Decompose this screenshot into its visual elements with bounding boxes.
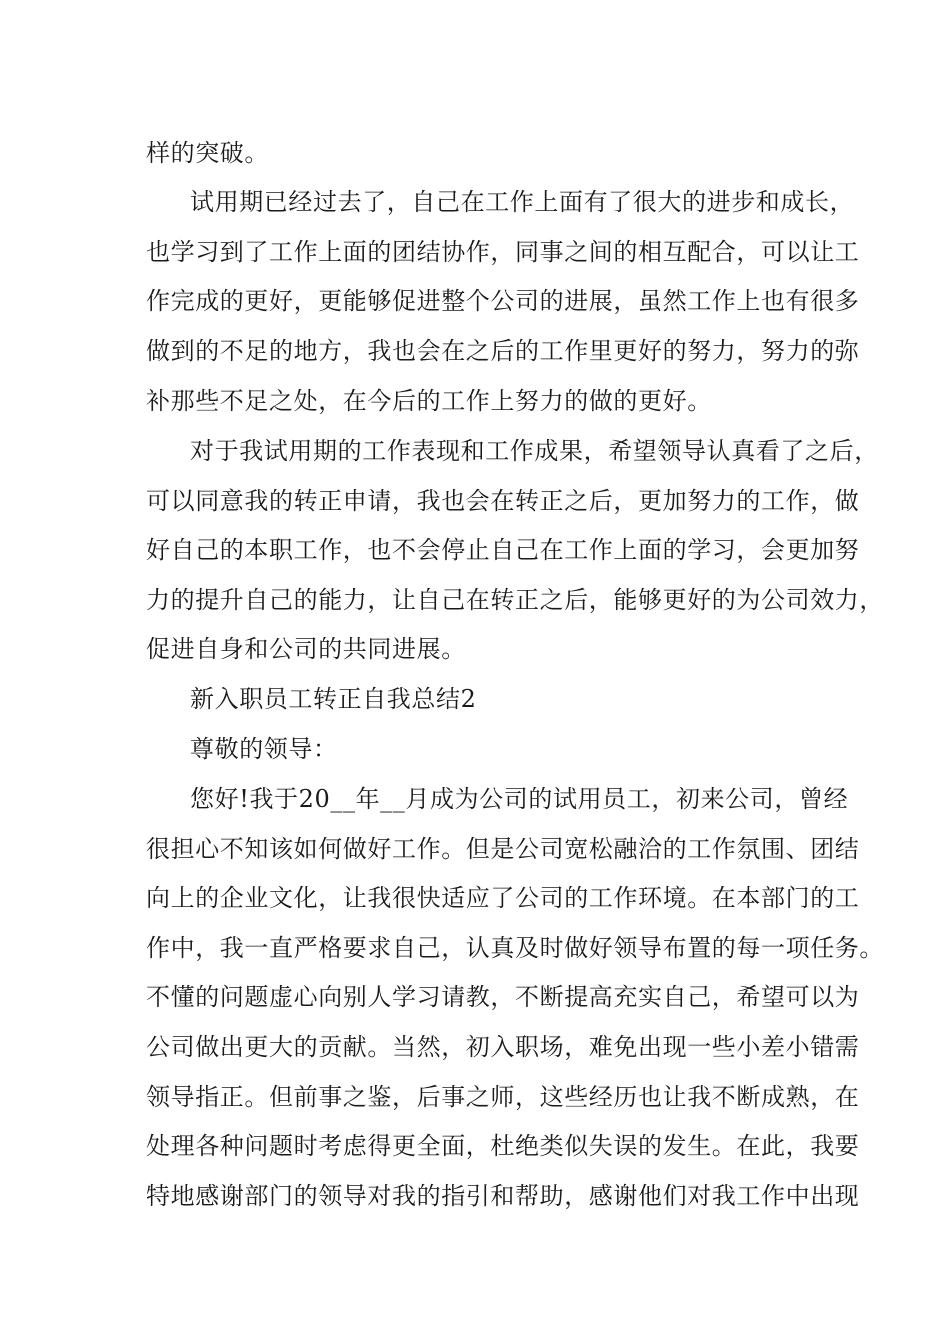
text-line: 好自己的本职工作，也不会停止自己在工作上面的学习，会更加努 <box>146 536 860 564</box>
text-line: 领导指正。但前事之鉴，后事之师，这些经历也让我不断成熟，在 <box>146 1083 860 1111</box>
text-line: 做到的不足的地方，我也会在之后的工作里更好的努力，努力的弥 <box>146 337 860 365</box>
text-line: 促进自身和公司的共同进展。 <box>146 635 466 663</box>
text-line: 特地感谢部门的领导对我的指引和帮助，感谢他们对我工作中出现 <box>146 1182 860 1210</box>
paragraph-start-line: 您好!我于20__年__月成为公司的试用员工，初来公司，曾经 <box>190 785 849 813</box>
text-line: 处理各种问题时考虑得更全面，杜绝类似失误的发生。在此，我要 <box>146 1132 860 1160</box>
paragraph-start-line: 试用期已经过去了，自己在工作上面有了很大的进步和成长， <box>190 188 855 216</box>
text-line: 向上的企业文化，让我很快适应了公司的工作环境。在本部门的工 <box>146 884 860 912</box>
text-line: 力的提升自己的能力，让自己在转正之后，能够更好的为公司效力， <box>146 586 884 614</box>
text-line: 公司做出更大的贡献。当然，初入职场，难免出现一些小差小错需 <box>146 1033 860 1061</box>
text-line: 很担心不知该如何做好工作。但是公司宽松融洽的工作氛围、团结 <box>146 835 860 863</box>
text-line: 可以同意我的转正申请，我也会在转正之后，更加努力的工作，做 <box>146 487 860 515</box>
salutation: 尊敬的领导： <box>190 735 338 763</box>
text-line: 也学习到了工作上面的团结协作，同事之间的相互配合，可以让工 <box>146 238 860 266</box>
text-line: 作中，我一直严格要求自己，认真及时做好领导布置的每一项任务。 <box>146 934 884 962</box>
text-line: 样的突破。 <box>146 139 269 167</box>
section-heading: 新入职员工转正自我总结2 <box>190 685 477 713</box>
text-line: 不懂的问题虚心向别人学习请教，不断提高充实自己，希望可以为 <box>146 983 860 1011</box>
paragraph-start-line: 对于我试用期的工作表现和工作成果，希望领导认真看了之后， <box>190 437 879 465</box>
text-line: 补那些不足之处，在今后的工作上努力的做的更好。 <box>146 387 712 415</box>
text-line: 作完成的更好，更能够促进整个公司的进展，虽然工作上也有很多 <box>146 287 860 315</box>
